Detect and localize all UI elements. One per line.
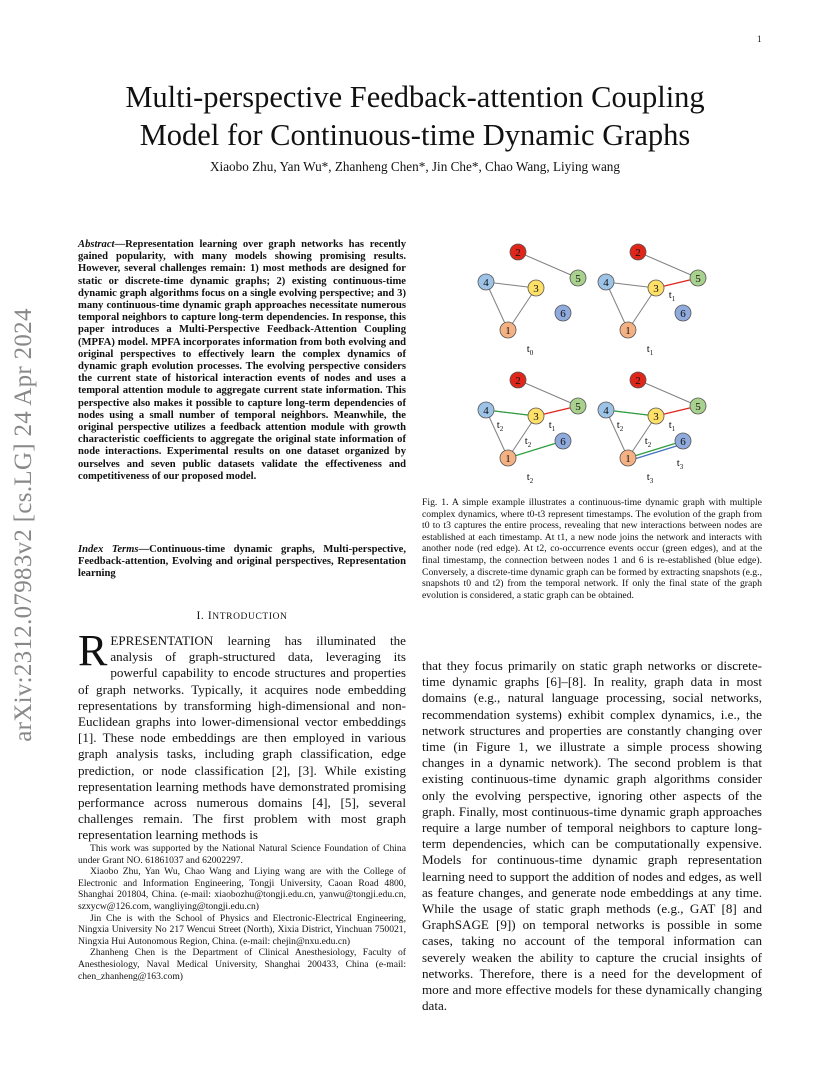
drop-cap: R	[78, 626, 108, 675]
edge-label-b-panel-3: $t_1$	[668, 419, 676, 433]
edge-label-a-panel-3: $t_2$	[616, 419, 624, 433]
abstract	[78, 239, 406, 483]
edge-label-b-panel-2: $t_1$	[548, 419, 556, 433]
edge-label-a-panel-2: $t_2$	[496, 419, 504, 433]
node-label-3-panel-2: 3	[533, 411, 539, 423]
node-label-6-panel-2: 6	[560, 436, 566, 448]
edge-3-2	[638, 380, 698, 406]
node-label-2-panel-2: 2	[515, 375, 521, 387]
node-label-2-panel-3: 2	[635, 375, 641, 387]
panel-label-3: $t_3$	[646, 471, 654, 485]
index-label: Index Terms	[78, 544, 139, 555]
edge-label-c-panel-3: $t_2$	[644, 435, 652, 449]
abstract-label: Abstract	[78, 239, 115, 250]
panel-label-2: $t_2$	[526, 471, 534, 485]
edge-label-t1-panel-1: $t_1$	[668, 289, 676, 303]
green-edge-16-3	[628, 441, 683, 458]
edge-label-t3-panel-3: $t_3$	[676, 457, 684, 471]
node-label-5-panel-0: 5	[575, 273, 581, 285]
node-label-1-panel-1: 1	[625, 325, 631, 337]
green-edge-16-2	[508, 441, 563, 458]
panel-label-1: $t_1$	[646, 343, 654, 357]
node-label-5-panel-2: 5	[575, 401, 581, 413]
footnote-funding: This work was supported by the National Natural Science Foundation of China under Grant NO. 61861037 and 62002297.	[78, 843, 406, 866]
edge-1-2	[638, 252, 698, 278]
paper-title	[70, 78, 760, 154]
author-list: Xiaobo Zhu, Yan Wu*, Zhanheng Chen*, Jin Che*, Chao Wang, Liying wang	[210, 159, 620, 174]
node-label-3-panel-3: 3	[653, 411, 659, 423]
edge-0-2	[518, 252, 578, 278]
node-label-3-panel-1: 3	[653, 283, 659, 295]
arxiv-id: arXiv:2312.07983v2 [cs.LG] 24 Apr 2024	[10, 308, 37, 742]
node-label-2-panel-0: 2	[515, 247, 521, 259]
node-label-5-panel-3: 5	[695, 401, 701, 413]
edge-label-c-panel-2: $t_2$	[524, 435, 532, 449]
node-label-1-panel-2: 1	[505, 453, 511, 465]
node-label-2-panel-1: 2	[635, 247, 641, 259]
node-label-1-panel-0: 1	[505, 325, 511, 337]
edge-2-2	[518, 380, 578, 406]
node-label-4-panel-2: 4	[483, 405, 489, 417]
footnote-affiliation-1: Xiaobo Zhu, Yan Wu, Chao Wang and Liying wang are with the College of Electronic and Information Engineering, Tongji University, Caoan Road 4800, Shanghai 201804, China. (e-mail: xiaobozhu@tongji.edu.cn, yanwu@tongji.edu.cn, szxycw@126.com, wangliying@tongji.edu.cn)	[78, 866, 406, 912]
index-text: —Continuous-time dynamic graphs, Multi-perspective, Feedback-attention, Evolving and original perspectives, Representation learning	[78, 544, 406, 580]
intro-text: EPRESENTATION learning has illuminated the analysis of graph-structured data, leveraging its powerful capability to encode structures and properties of graph networks. Typically, it acquires node embedding representations by transforming high-dimensional and non-Euclidean graphs into lower-dimensional vector embeddings [1]. These node embeddings are then employed in various graph analysis tasks, including graph classification, edge prediction, or node classification [2], [3]. While existing representation learning methods have demonstrated promising performance across numerous domains [4], [5], several challenges remain. The first problem with most graph representation learning methods is	[78, 633, 406, 843]
index-terms	[78, 544, 406, 581]
node-label-6-panel-3: 6	[680, 436, 686, 448]
node-label-6-panel-0: 6	[560, 308, 566, 320]
intro-paragraph	[78, 626, 406, 844]
page-number: 1	[757, 34, 762, 44]
node-label-3-panel-0: 3	[533, 283, 539, 295]
arxiv-sidebar	[2, 290, 46, 760]
section-heading: I. INTRODUCTION	[196, 610, 288, 622]
title-line-2: Model for Continuous-time Dynamic Graphs	[139, 118, 691, 152]
footnotes	[78, 843, 406, 982]
node-label-4-panel-1: 4	[603, 277, 609, 289]
node-label-6-panel-1: 6	[680, 308, 686, 320]
figure-caption: Fig. 1. A simple example illustrates a continuous-time dynamic graph with multiple complex dynamics, where t0-t3 represent timestamps. The evolution of the graph from t0 to t3 captures the entire process, revealing that new interactions between nodes are established at each timestamp. At t1, a new node joins the network and interacts with another node (red edge). At t2, co-occurrence events occur (green edges), and at the final timestamp, the connection between nodes 1 and 6 is re-established (blue edge). Conversely, a discrete-time dynamic graph can be formed by extracting snapshots (e.g., snapshots t0 and t2) from the temporal network. If only the final state of the graph evolution is considered, a static graph can be obtained.	[422, 497, 762, 601]
node-label-5-panel-1: 5	[695, 273, 701, 285]
node-label-4-panel-0: 4	[483, 277, 489, 289]
node-label-4-panel-3: 4	[603, 405, 609, 417]
title-line-1: Multi-perspective Feedback-attention Coupling	[125, 80, 705, 114]
footnote-affiliation-3: Zhanheng Chen is the Department of Clinical Anesthesiology, Faculty of Anesthesiology, Naval Medical University, Shanghai 200433, China (e-mail: chen_zhanheng@163.com)	[78, 947, 406, 982]
node-label-1-panel-3: 1	[625, 453, 631, 465]
figure-1	[460, 240, 720, 485]
abstract-text: —Representation learning over graph networks has recently gained popularity, with many models showing promising results. However, several challenges remain: 1) most methods are designed for static or discrete-time dynamic graphs; 2) existing continuous-time dynamic graph algorithms focus on a single evolving perspective; and 3) many continuous-time dynamic graph approaches necessitate numerous temporal neighbors to capture long-term dependencies. In response, this paper introduces a Multi-Perspective Feedback-Attention Coupling (MPFA) model. MPFA incorporates information from both evolving and original perspectives to effectively learn the complex dynamics of dynamic graph evolution processes. The evolving perspective considers the current state of historical interaction events of nodes and uses a temporal attention module to aggregate current state information. This perspective also makes it possible to capture long-term dependencies of nodes using a small number of temporal neighbors. Meanwhile, the original perspective utilizes a feedback attention module with growth characteristic coefficients to aggregate the original state information of node interactions. Experimental results on one dataset organized by ourselves and seven public datasets validate the effectiveness and competitiveness of our proposed model.	[78, 239, 406, 482]
panel-label-0: $t_0$	[526, 343, 534, 357]
right-column-text: that they focus primarily on static graph networks or discrete-time dynamic graphs [6]–[8]. In reality, graph data in most domains (e.g., natural language processing, social networks, recommendation systems) exhibit complex dynamics, i.e., the network structures and properties are constantly changing over time (in Figure 1, we illustrate a simple process showing changes in a dynamic network). The second problem is that existing continuous-time dynamic graph algorithms consider only the evolving perspective, ignoring other aspects of the graph. Finally, most continuous-time dynamic graph approaches require a large number of temporal neighbors to capture long-term dependencies, which can be computationally expensive. Models for continuous-time dynamic graph representation learning need to support the addition of nodes and edges, as well as feature changes, and generate node embeddings at any time. While the usage of static graph methods (e.g., GAT [8] and GraphSAGE [9]) on temporal networks is possible in some cases, taking no account of the temporal information can severely weaken the ability to capture the crucial insights of networks. Therefore, there is a need for the development of more and more effective models for these dynamically changing data.	[422, 658, 762, 1014]
footnote-affiliation-2: Jin Che is with the School of Physics and Electronic-Electrical Engineering, Ningxia University No 217 Wencui Street (North), Xixia District, Yinchuan 750021, Ningxia Hui Autonomous Region, China. (e-mail: chejin@nxu.edu.cn)	[78, 912, 406, 947]
